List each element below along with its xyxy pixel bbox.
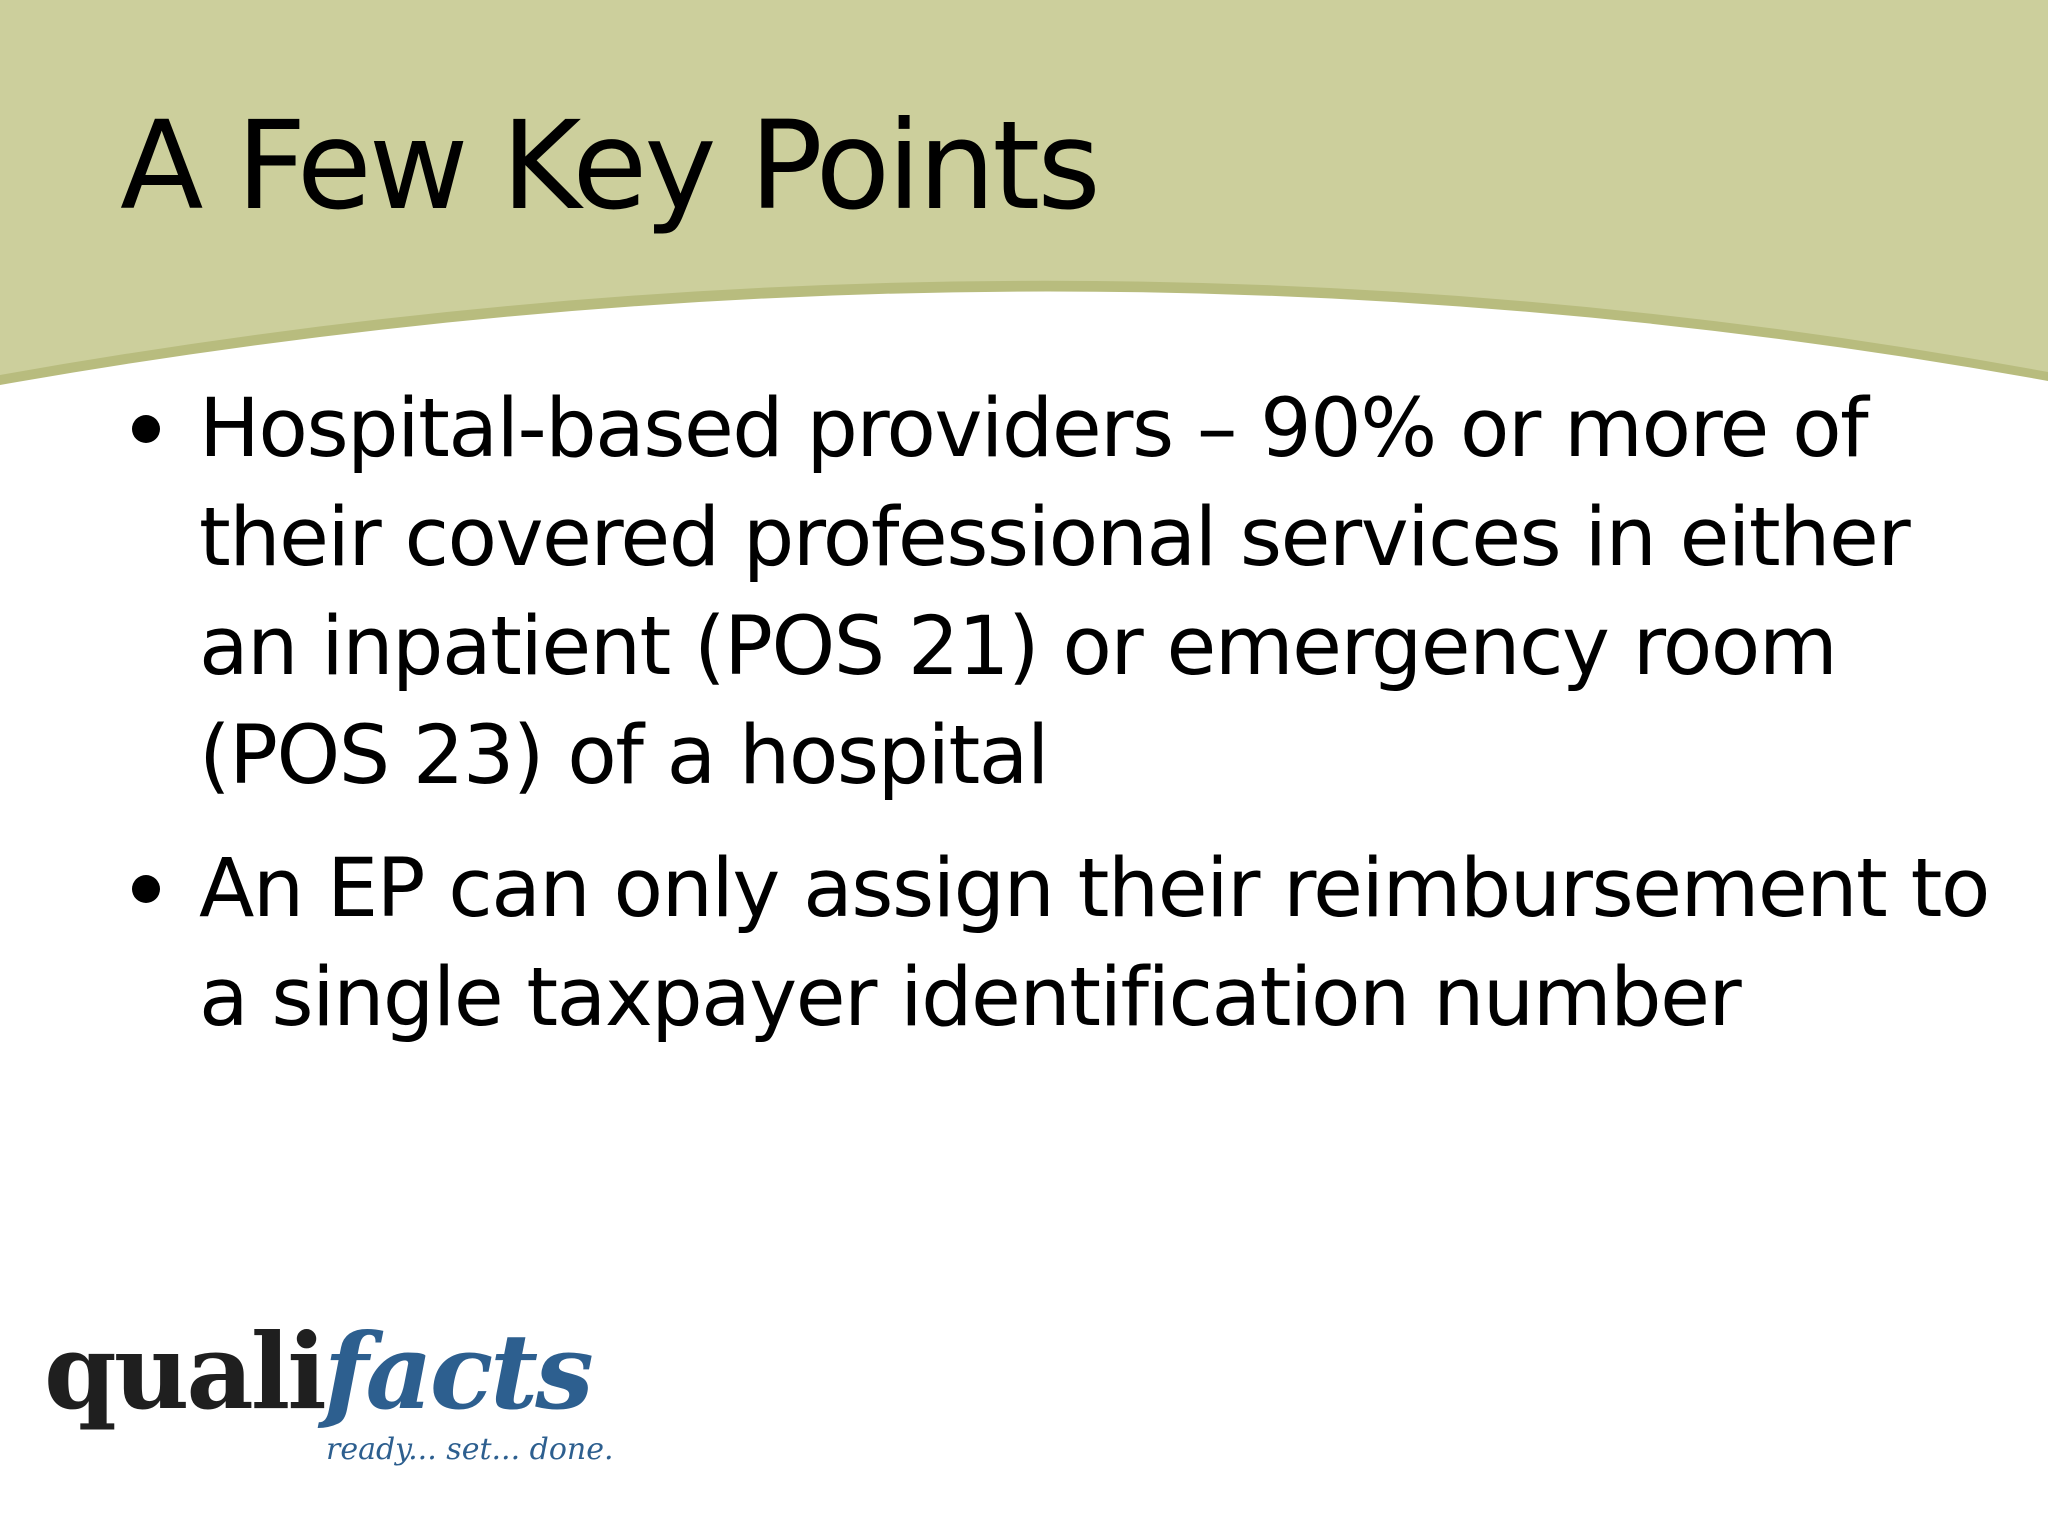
logo-wordmark [44, 1310, 591, 1433]
logo-tagline: ready... set... done. [326, 1432, 614, 1467]
bullet-text: Hospital-based providers – 90% or more of their covered professional services in either an inpatient (POS 21) or emergency room (POS 23) of a hospital [199, 382, 1910, 803]
bullet-item [120, 375, 2000, 811]
bullet-dot-icon [132, 875, 160, 903]
bullet-text: An EP can only assign their reimbursement to a single taxpayer identification number [199, 842, 1989, 1045]
bullet-list [120, 375, 2000, 1077]
slide-title: A Few Key Points [120, 95, 1098, 237]
logo-word-facts: facts [323, 1310, 591, 1433]
logo-word-quali: quali [44, 1310, 324, 1433]
bullet-dot-icon [132, 415, 160, 443]
qualifacts-logo [44, 1310, 614, 1480]
bullet-item [120, 835, 2000, 1053]
